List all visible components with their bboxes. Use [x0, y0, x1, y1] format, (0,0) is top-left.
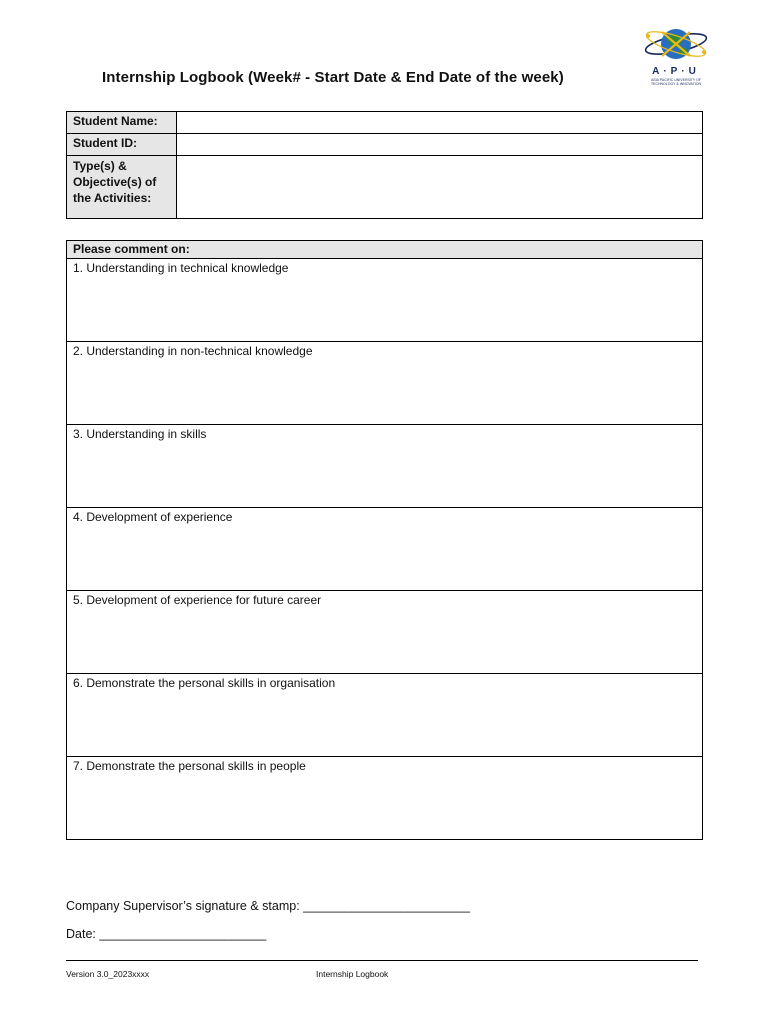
student-info-table — [66, 111, 703, 219]
footer-version: Version 3.0_2023xxxx — [66, 969, 150, 979]
page-title: Internship Logbook (Week# - Start Date & End Date of the week) — [102, 69, 564, 86]
comment-item-skills[interactable]: 3. Understanding in skills — [67, 425, 703, 508]
student-id-field[interactable] — [177, 134, 703, 156]
footer-doc-name: Internship Logbook — [316, 969, 389, 979]
footer-divider — [66, 960, 698, 961]
student-name-row — [67, 112, 703, 134]
comment-item-experience[interactable]: 4. Development of experience — [67, 508, 703, 591]
activities-row — [67, 156, 703, 219]
student-name-field[interactable] — [177, 112, 703, 134]
comments-header: Please comment on: — [67, 241, 703, 259]
comment-item-people-skills[interactable]: 7. Demonstrate the personal skills in people — [67, 757, 703, 840]
activities-label: Type(s) & Objective(s) of the Activities: — [67, 156, 177, 219]
activities-field[interactable] — [177, 156, 703, 219]
comments-table — [66, 240, 703, 840]
date-line[interactable]: Date: ________________________ — [66, 927, 267, 941]
comment-item-organisation-skills[interactable]: 6. Demonstrate the personal skills in organisation — [67, 674, 703, 757]
logo-subtitle: ASIA PACIFIC UNIVERSITY OF TECHNOLOGY & INNOVATION — [650, 78, 702, 86]
supervisor-signature-line[interactable]: Company Supervisor’s signature & stamp: ________________________ — [66, 899, 470, 913]
logo-letters: A·P·U — [652, 66, 700, 77]
comment-item-non-technical-knowledge[interactable]: 2. Understanding in non-technical knowledge — [67, 342, 703, 425]
student-name-label: Student Name: — [67, 112, 177, 134]
comment-item-future-career[interactable]: 5. Development of experience for future career — [67, 591, 703, 674]
student-id-row — [67, 134, 703, 156]
comment-item-technical-knowledge[interactable]: 1. Understanding in technical knowledge — [67, 259, 703, 342]
student-id-label: Student ID: — [67, 134, 177, 156]
